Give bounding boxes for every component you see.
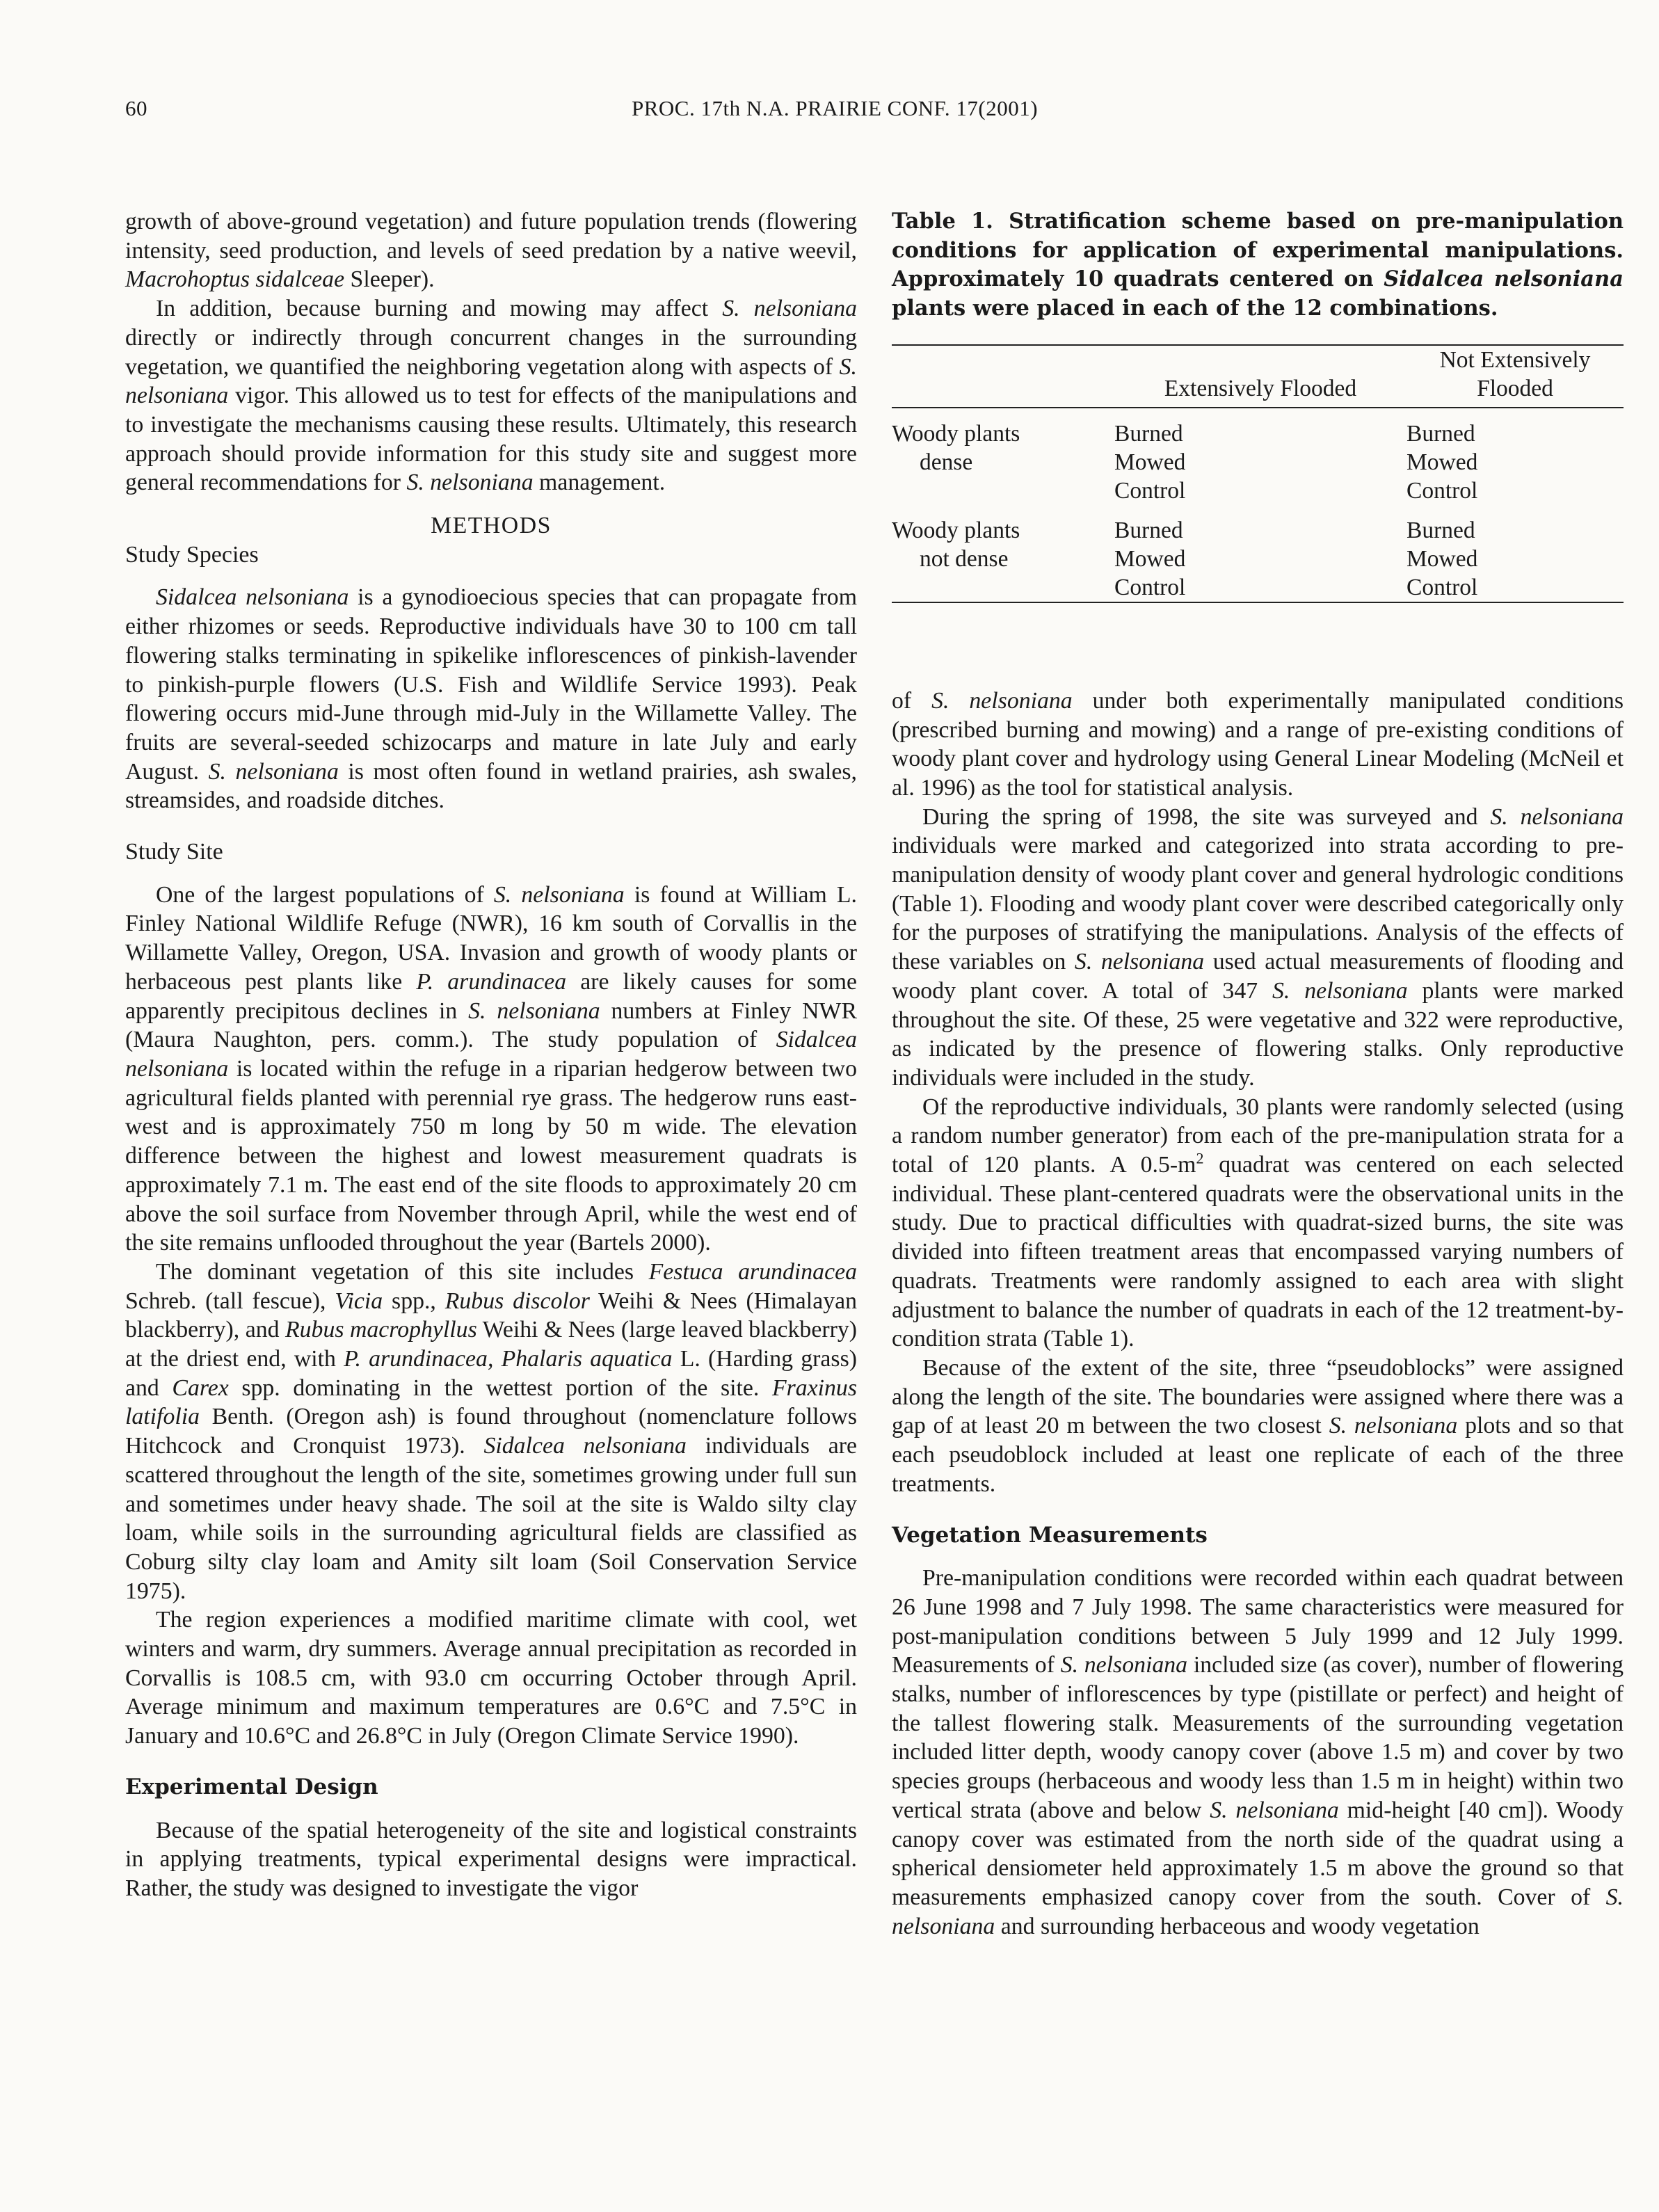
paragraph: Of the reproductive individuals, 30 plants were randomly selected (using a random number generator) from each of the pre-manipulation strata for a total of 120 plants. A $0.5-m^2$ quadrat was centered on each selected individual. These plant-centered quadrats were the observational units in the study. Due to practical difficulties with quadrat-sized burns, the site was divided into fifteen treatment areas that encompassed varying numbers of quadrats. Treatments were randomly assigned to each area with slight adjustment to balance the number of quadrats in each of the 12 treatment-by-condition strata (Table 1). [892, 1093, 1624, 1352]
paragraph: During the spring of 1998, the site was surveyed and S. nelsoniana individuals were marked and categorized into strata according to pre-manipulation density of woody plant cover and general hydrologic conditions (Table 1). Flooding and woody plant cover were described categorically only for the purposes of stratifying the manipulations. Analysis of the effects of these variables on S. nelsoniana used actual measurements of flooding and woody plant cover. A total of 347 S. nelsoniana plants were marked throughout the site. Of these, 25 were vegetative and 322 were reproductive, as indicated by the presence of flowering stalks. Only reproductive individuals were included in the study. [892, 803, 1624, 1091]
row-label-woody-dense: Woody plants dense [892, 420, 1020, 475]
column-header-extensively-flooded: Extensively Flooded [1164, 375, 1357, 401]
table-row [892, 516, 1624, 602]
paragraph: The dominant vegetation of this site includes Festuca arundinacea Schreb. (tall fescue), Vicia spp., Rubus discolor Weihi & Nees (Himalayan blackberry), and Rubus macrophyllus Weihi & Nees (large leaved blackberry) at the driest end, with P. arundinacea, Phalaris aquatica L. (Harding grass) and Carex spp. dominating in the wettest portion of the site. Fraxinus latifolia Benth. (Oregon ash) is found throughout (nomenclature follows Hitchcock and Cronquist 1973). Sidalcea nelsoniana individuals are scattered throughout the length of the site, sometimes growing under full sun and sometimes under heavy shade. The soil at the site is Waldo silty clay loam, while soils in the surrounding agricultural fields are classified as Coburg silty clay loam and Amity silt loam (Soil Conservation Service 1975). [125, 1258, 858, 1604]
paragraph: Sidalcea nelsoniana is a gynodioecious species that can propagate from either rhizomes or seeds. Reproductive individuals have 30 to 100 cm tall flowering stalks terminating in spikelike inflorescences of pinkish-lavender to pinkish-purple flowers (U.S. Fish and Wildlife Service 1993). Peak flowering occurs mid-June through mid-July in the Willamette Valley. The fruits are several-seeded schizocarps and mature in late July and early August. S. nelsoniana is most often found in wetland prairies, ash swales, streamsides, and roadside ditches. [125, 584, 857, 814]
running-header [125, 96, 1530, 131]
paragraph: of S. nelsoniana under both experimentally manipulated conditions (prescribed burning and mowing) and a range of pre-existing conditions of woody plant cover and hydrology using General Linear Modeling (McNeil et al. 1996) as the tool for statistical analysis. [892, 687, 1624, 801]
paragraph: Because of the extent of the site, three “pseudoblocks” were assigned along the length of the site. The boundaries were assigned where there was a gap of at least 20 m between the two closest S. nelsoniana plots and so that each pseudoblock included at least one replicate of each of the three treatments. [892, 1354, 1624, 1497]
paragraph: Because of the spatial heterogeneity of the site and logistical constraints in applying treatments, typical experimental designs were impractical. Rather, the study was designed to investigate the vigor [125, 1817, 857, 1901]
column-header-not-extensively-flooded: Not Extensively Flooded [1439, 346, 1591, 401]
subsection-heading-study-species: Study Species [125, 541, 259, 568]
stratification-table [892, 344, 1624, 603]
table-caption: Table 1. Stratification scheme based on pre-manipulation conditions for application of experimental manipulations. Approximately 10 quadrats centered on Sidalcea nelsoniana plants were placed in each of the 12 combinations. [892, 209, 1624, 321]
table-cell: Burned Mowed Control [1114, 517, 1186, 600]
journal-title: PROC. 17th N.A. PRAIRIE CONF. 17(2001) [632, 96, 1039, 120]
subsection-heading-experimental-design: Experimental Design [125, 1774, 378, 1800]
table-cell: Burned Mowed Control [1114, 420, 1186, 504]
section-heading-methods: METHODS [431, 513, 552, 539]
paragraph: In addition, because burning and mowing may affect S. nelsoniana directly or indirectly through concurrent changes in the surrounding vegetation, we quantified the neighboring vegetation along with aspects of S. nelsoniana vigor. This allowed us to test for effects of the manipulations and to investigate the mechanisms causing these results. Ultimately, this research approach should provide information for this study site and suggest more general recommendations for S. nelsoniana management. [125, 296, 857, 496]
row-label-woody-not-dense: Woody plants not dense [892, 517, 1020, 572]
paragraph: Pre-manipulation conditions were recorded within each quadrat between 26 June 1998 and 7 July 1998. The same characteristics were measured for post-manipulation conditions between 5 July 1999 and 12 July 1999. Measurements of S. nelsoniana included size (as cover), number of flowering stalks, number of inflorescences by type (pistillate or perfect) and height of the tallest flowering stalk. Measurements of the surrounding vegetation included litter depth, woody canopy cover (above 1.5 m) and cover by two species groups (herbaceous and woody less than 1.5 m in height) within two vertical strata (above and below S. nelsoniana mid-height [40 cm]). Woody canopy cover was estimated from the north side of the quadrat using a spherical densiometer held approximately 1.5 m above the ground so that measurements emphasized canopy cover from the south. Cover of S. nelsoniana and surrounding herbaceous and woody vegetation [892, 1565, 1624, 1939]
table-cell: Burned Mowed Control [1406, 517, 1478, 600]
left-column [125, 207, 857, 1903]
table-corner [892, 345, 1114, 408]
paragraph: The region experiences a modified maritime climate with cool, wet winters and warm, dry summers. Average annual precipitation as recorded in Corvallis is 108.5 cm, with 93.0 cm occurring October through April. Average minimum and maximum temperatures are 0.6°C and 7.5°C in January and 10.6°C and 26.8°C in July (Oregon Climate Service 1990). [125, 1607, 857, 1749]
page-number: 60 [125, 96, 147, 120]
table-row [892, 419, 1624, 505]
subsection-heading-study-site: Study Site [125, 839, 223, 865]
paragraph: One of the largest populations of S. nelsoniana is found at William L. Finley National Wildlife Refuge (NWR), 16 km south of Corvallis in the Willamette Valley, Oregon, USA. Invasion and growth of woody plants or herbaceous pest plants like P. arundinacea are likely causes for some apparently precipitous declines in S. nelsoniana numbers at Finley NWR (Maura Naughton, pers. comm.). The study population of Sidalcea nelsoniana is located within the refuge in a riparian hedgerow between two agricultural fields planted with perennial rye grass. The hedgerow runs east-west and is approximately 750 m long by 50 m wide. The elevation difference between the highest and lowest measurement quadrats is approximately 7.1 m. The east end of the site floods to approximately 20 cm above the soil surface from November through April, while the west end of the site remains unflooded throughout the year (Bartels 2000). [125, 881, 858, 1256]
paragraph: growth of above-ground vegetation) and future population trends (flowering intensity, seed production, and levels of seed predation by a native weevil, Macrohoptus sidalceae Sleeper). [125, 209, 857, 293]
right-column [892, 207, 1624, 1941]
table-cell: Burned Mowed Control [1406, 420, 1478, 504]
subsection-heading-vegetation-measurements: Vegetation Measurements [892, 1522, 1208, 1548]
